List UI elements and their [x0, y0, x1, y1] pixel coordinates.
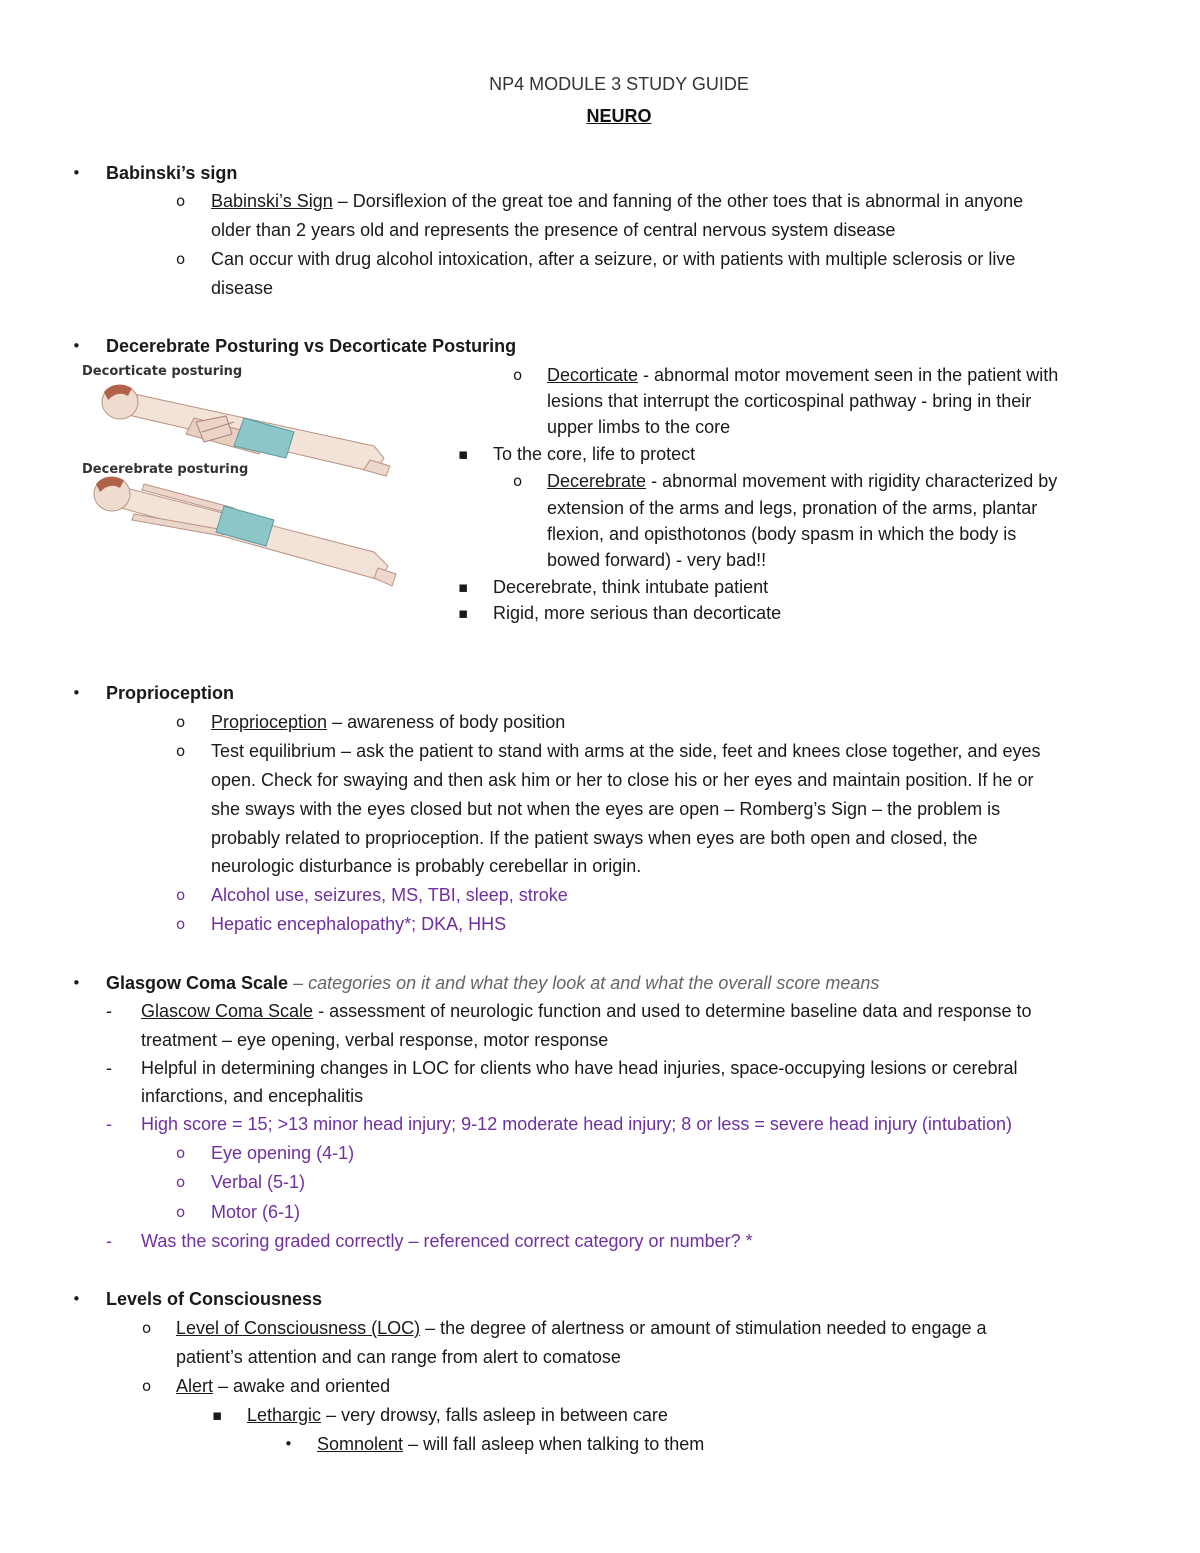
text-run: - abnormal motor movement seen in the patient with: [638, 365, 1059, 385]
text-line: neurologic disturbance is probably cerebellar in origin.: [211, 856, 642, 876]
dash-marker: -: [106, 1114, 112, 1134]
text-line-highlight: High score = 15; >13 minor head injury; 9-12 moderate head injury; 8 or less = severe head injury (intubation): [141, 1114, 1012, 1134]
circle-marker: o: [176, 192, 186, 210]
text-line: bowed forward) - very bad!!: [547, 550, 767, 570]
dash-marker: -: [106, 1231, 112, 1251]
square-marker: ▪: [458, 445, 469, 463]
proprioception-definition: [211, 711, 565, 733]
text-line: Test equilibrium – ask the patient to stand with arms at the side, feet and knees close together, and eyes: [211, 741, 1041, 761]
circle-marker: o: [176, 742, 186, 760]
circle-marker: o: [176, 1144, 186, 1162]
square-marker: ▪: [458, 578, 469, 596]
text-line: flexion, and opisthotonos (body spasm in which the body is: [547, 524, 1017, 544]
bullet-marker: •: [72, 974, 81, 992]
section-heading-gcs: [106, 972, 879, 994]
circle-marker: o: [176, 915, 186, 933]
term-loc: Level of Consciousness (LOC): [176, 1318, 421, 1338]
text-run: – will fall asleep when talking to them: [403, 1434, 705, 1454]
posturing-figure: [74, 362, 404, 594]
text-line: she sways with the eyes closed but not when the eyes are open – Romberg’s Sign – the problem is: [211, 799, 1001, 819]
text-line: infarctions, and encephalitis: [141, 1086, 364, 1106]
circle-marker: o: [176, 886, 186, 904]
figure-caption-decorticate: Decorticate posturing: [82, 364, 243, 379]
text-line-highlight: Alcohol use, seizures, MS, TBI, sleep, stroke: [211, 885, 568, 905]
circle-marker: o: [176, 1203, 186, 1221]
text-line-highlight: Hepatic encephalopathy*; DKA, HHS: [211, 914, 507, 934]
text-line: extension of the arms and legs, pronation of the arms, plantar: [547, 498, 1038, 518]
text-run: – the degree of alertness or amount of stimulation needed to engage a: [420, 1318, 987, 1338]
term-decorticate: Decorticate: [547, 365, 639, 385]
square-marker: ▪: [458, 604, 469, 622]
text-run: – Dorsiflexion of the great toe and fanning of the other toes that is abnormal in anyone: [332, 191, 1024, 211]
loc-definition: [176, 1317, 987, 1339]
text-line: upper limbs to the core: [547, 417, 731, 437]
text-line-highlight: Eye opening (4-1): [211, 1143, 355, 1163]
text-run: – awareness of body position: [327, 712, 566, 732]
text-line: patient’s attention and can range from alert to comatose: [176, 1347, 621, 1367]
term-babinski: Babinski’s Sign: [211, 191, 333, 211]
section-heading-proprioception: Proprioception: [106, 683, 235, 703]
babinski-definition: [211, 190, 1023, 212]
term-decerebrate: Decerebrate: [547, 471, 647, 491]
lethargic-definition: [247, 1404, 668, 1426]
text-line: probably related to proprioception. If the patient sways when eyes are both open and closed, the: [211, 828, 978, 848]
text-line-highlight: Was the scoring graded correctly – referenced correct category or number? *: [141, 1231, 753, 1251]
decerebrate-definition: [547, 470, 1057, 492]
decorticate-definition: [547, 364, 1058, 386]
text-line: Rigid, more serious than decorticate: [493, 603, 782, 623]
circle-marker: o: [176, 250, 186, 268]
text-line: Decerebrate, think intubate patient: [493, 577, 769, 597]
bullet-marker: •: [284, 1435, 293, 1453]
bullet-marker: •: [72, 164, 81, 182]
dash-marker: -: [106, 1001, 112, 1021]
text-line: disease: [211, 278, 274, 298]
document-title: NP4 MODULE 3 STUDY GUIDE: [489, 74, 749, 94]
text-run: – very drowsy, falls asleep in between care: [321, 1405, 668, 1425]
figure-caption-decerebrate: Decerebrate posturing: [82, 462, 249, 477]
term-gcs: Glascow Coma Scale: [141, 1001, 314, 1021]
text-run: - abnormal movement with rigidity characterized by: [646, 471, 1058, 491]
text-run: - assessment of neurologic function and used to determine baseline data and response to: [313, 1001, 1032, 1021]
circle-marker: o: [176, 1173, 186, 1191]
text-line: open. Check for swaying and then ask him or her to close his or her eyes and maintain position. If he or: [211, 770, 1034, 790]
gcs-heading: Glasgow Coma Scale: [106, 973, 289, 993]
square-marker: ▪: [212, 1406, 223, 1424]
text-line: treatment – eye opening, verbal response, motor response: [141, 1030, 609, 1050]
circle-marker: o: [142, 1319, 152, 1337]
gcs-definition: [141, 1000, 1032, 1022]
alert-definition: [176, 1375, 390, 1397]
dash-marker: -: [106, 1058, 112, 1078]
circle-marker: o: [176, 713, 186, 731]
text-line-highlight: Motor (6-1): [211, 1202, 301, 1222]
bullet-marker: •: [72, 337, 81, 355]
text-line-highlight: Verbal (5-1): [211, 1172, 306, 1192]
bullet-marker: •: [72, 1290, 81, 1308]
term-somnolent: Somnolent: [317, 1434, 404, 1454]
somnolent-definition: [317, 1433, 704, 1455]
document-subtitle: NEURO: [586, 106, 652, 126]
text-line: Can occur with drug alcohol intoxication, after a seizure, or with patients with multiple sclerosis or live: [211, 249, 1016, 269]
section-heading-posturing: Decerebrate Posturing vs Decorticate Posturing: [106, 336, 517, 356]
circle-marker: o: [142, 1377, 152, 1395]
circle-marker: o: [513, 472, 523, 490]
text-line: To the core, life to protect: [493, 444, 696, 464]
text-line: older than 2 years old and represents the presence of central nervous system disease: [211, 220, 896, 240]
text-line: Helpful in determining changes in LOC for clients who have head injuries, space-occupying lesions or cerebral: [141, 1058, 1018, 1078]
gcs-heading-note: – categories on it and what they look at and what the overall score means: [288, 973, 880, 993]
posturing-illustration: [74, 362, 404, 594]
term-proprioception: Proprioception: [211, 712, 328, 732]
section-heading-babinski: Babinski’s sign: [106, 163, 238, 183]
term-lethargic: Lethargic: [247, 1405, 322, 1425]
text-line: lesions that interrupt the corticospinal pathway - bring in their: [547, 391, 1032, 411]
section-heading-loc: Levels of Consciousness: [106, 1289, 323, 1309]
text-run: – awake and oriented: [213, 1376, 391, 1396]
term-alert: Alert: [176, 1376, 214, 1396]
circle-marker: o: [513, 366, 523, 384]
bullet-marker: •: [72, 684, 81, 702]
